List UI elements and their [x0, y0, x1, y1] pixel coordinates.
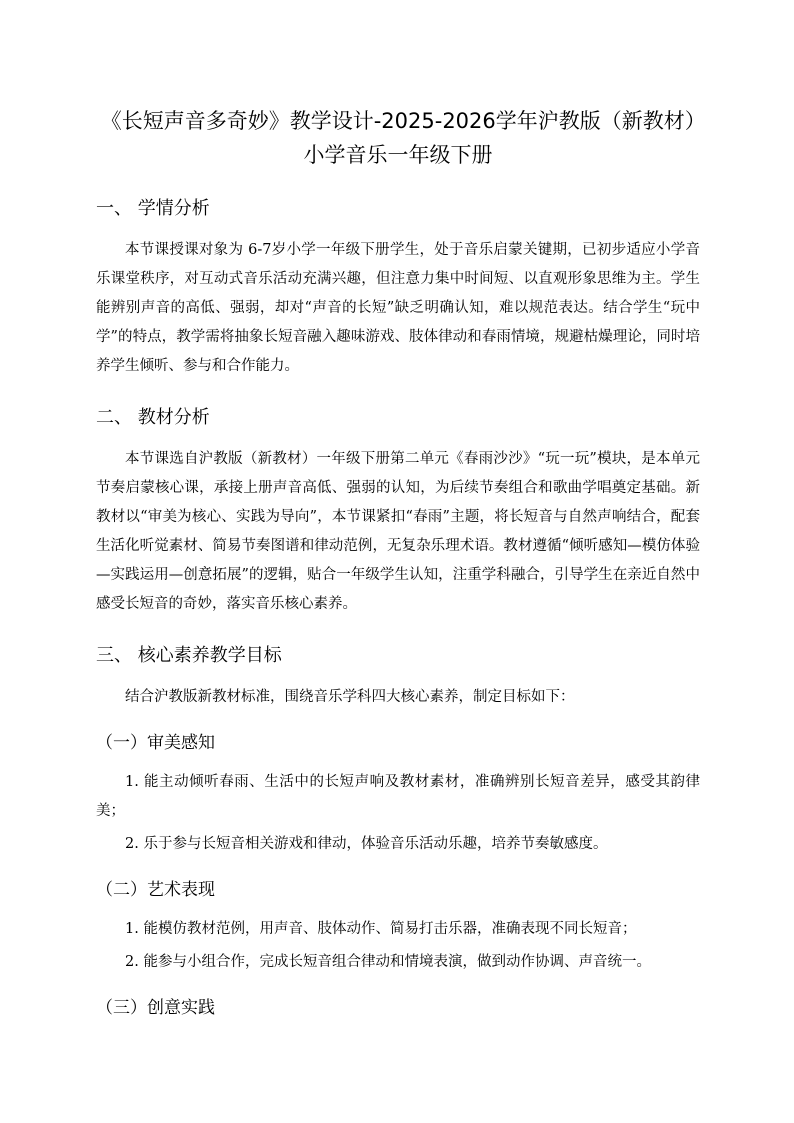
section-core-literacy-goals — [96, 643, 700, 712]
document-title: 《长短声音多奇妙》教学设计-2025-2026学年沪教版（新教材）小学音乐一年级下册 — [100, 109, 696, 167]
list-item: 1. 能主动倾听春雨、生活中的长短声响及教材素材，准确辨别长短音差异，感受其韵律美； — [96, 774, 700, 819]
section-textbook-analysis — [96, 405, 700, 619]
list-item: 2. 能参与小组合作，完成长短音组合律动和情境表演，做到动作协调、声音统一。 — [125, 954, 651, 970]
section-heading: 一、 学情分析 — [96, 198, 210, 219]
section-heading: 三、 核心素养教学目标 — [96, 645, 282, 666]
section-learner-analysis — [96, 196, 700, 381]
section-paragraph: 结合沪教版新教材标准，围绕音乐学科四大核心素养，制定目标如下： — [125, 689, 575, 705]
document-page — [96, 96, 700, 1033]
subsection-aesthetic-perception — [96, 730, 700, 859]
section-paragraph: 本节课授课对象为 6-7岁小学一年级下册学生，处于音乐启蒙关键期，已初步适应小学音乐课堂秩序，对互动式音乐活动充满兴趣，但注意力集中时间短、以直观形象思维为主。学生能辨别声音的高低、强弱，却对“声音的长短”缺乏明确认知，难以规范表达。结合学生“玩中学”的特点，教学需将抽象长短音融入趣味游戏、肢体律动和春雨情境，规避枯燥理论，同时培养学生倾听、参与和合作能力。 — [96, 242, 700, 374]
subsection-creative-practice — [96, 995, 700, 1021]
subsection-artistic-expression — [96, 877, 700, 977]
subsection-heading: （二）艺术表现 — [96, 880, 215, 900]
subsection-heading: （一）审美感知 — [96, 733, 215, 753]
subsection-heading: （三）创意实践 — [96, 998, 215, 1018]
section-heading: 二、 教材分析 — [96, 407, 210, 428]
section-paragraph: 本节课选自沪教版（新教材）一年级下册第二单元《春雨沙沙》“玩一玩”模块，是本单元节奏启蒙核心课，承接上册声音高低、强弱的认知，为后续节奏组合和歌曲学唱奠定基础。新教材以“审美为核心、实践为导向”，本节课紧扣“春雨”主题，将长短音与自然声响结合，配套生活化听觉素材、简易节奏图谱和律动范例，无复杂乐理术语。教材遵循“倾听感知—模仿体验—实践运用—创意拓展”的逻辑，贴合一年级学生认知，注重学科融合，引导学生在亲近自然中感受长短音的奇妙，落实音乐核心素养。 — [96, 451, 700, 612]
list-item: 1. 能模仿教材范例，用声音、肢体动作、简易打击乐器，准确表现不同长短音； — [125, 921, 637, 937]
list-item: 2. 乐于参与长短音相关游戏和律动，体验音乐活动乐趣，培养节奏敏感度。 — [125, 836, 608, 852]
